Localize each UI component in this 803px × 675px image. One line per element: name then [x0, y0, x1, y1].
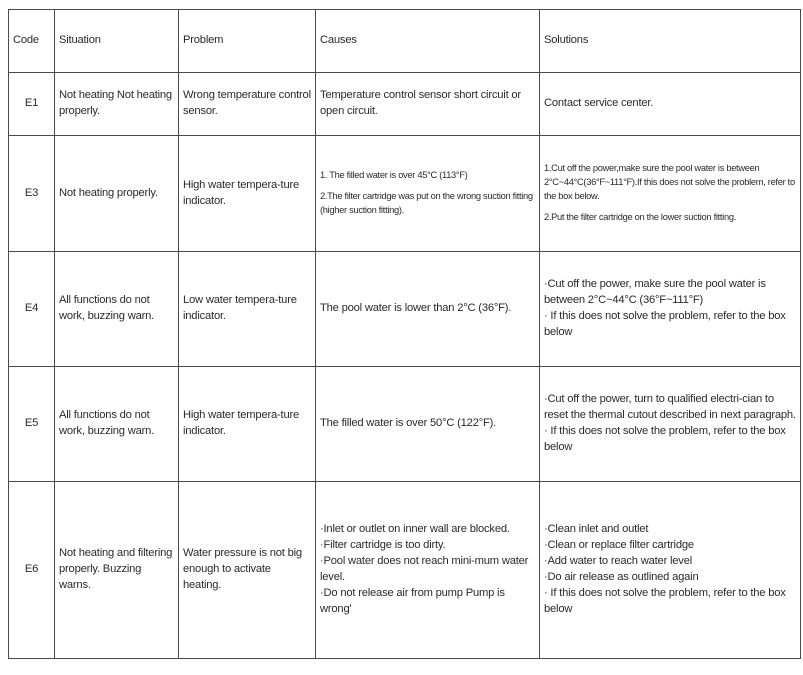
- table-header-row: [9, 10, 801, 73]
- cause-text: ·Inlet or outlet on inner wall are blocked.: [320, 523, 510, 536]
- situation-cell: Not heating and filtering properly. Buzzing warns.: [55, 482, 179, 659]
- problem-cell: Water pressure is not big enough to activate heating.: [179, 482, 316, 659]
- error-code: E3: [9, 136, 55, 252]
- table-row: [9, 482, 801, 659]
- error-code-table-container: [8, 9, 800, 659]
- error-code: E4: [9, 252, 55, 367]
- cause-text: 2.The filter cartridge was put on the wrong suction fitting (higher suction fitting).: [320, 191, 533, 215]
- solution-text: ·Clean inlet and outlet: [544, 523, 649, 536]
- cause-text: 1. The filled water is over 45°C (113°F): [320, 170, 468, 181]
- causes-cell: [316, 482, 540, 659]
- solution-text: ·Cut off the power, make sure the pool water is between 2°C~44°C (36°F~111°F): [544, 278, 766, 307]
- solution-text: 1.Cut off the power,make sure the pool water is between 2°C~44°C(36°F~111°F).If this does not solve the problem, refer to the box below.: [544, 163, 795, 201]
- problem-cell: Low water tempera-ture indicator.: [179, 252, 316, 367]
- header-code: Code: [9, 10, 55, 73]
- situation-cell: All functions do not work, buzzing warn.: [55, 367, 179, 482]
- situation-cell: All functions do not work, buzzing warn.: [55, 252, 179, 367]
- solution-text: · If this does not solve the problem, refer to the box below: [544, 425, 786, 453]
- problem-cell: High water tempera-ture indicator.: [179, 136, 316, 252]
- situation-cell: Not heating properly.: [55, 136, 179, 252]
- solutions-cell: [540, 482, 801, 659]
- error-code: E5: [9, 367, 55, 482]
- solution-text: 2.Put the filter cartridge on the lower suction fitting.: [544, 211, 736, 222]
- cause-text: ·Pool water does not reach mini-mum water level.: [320, 555, 529, 583]
- solutions-cell: [540, 73, 801, 136]
- solutions-cell: [540, 367, 801, 482]
- causes-cell: [316, 252, 540, 367]
- solutions-cell: [540, 252, 801, 367]
- table-row: [9, 136, 801, 252]
- solution-text: ·Clean or replace filter cartridge: [544, 539, 694, 552]
- cause-text: The pool water is lower than 2°C (36°F).: [320, 302, 512, 315]
- header-solutions: Solutions: [540, 10, 801, 73]
- solution-text: ·Do air release as outlined again: [544, 571, 699, 583]
- solution-text: ·Cut off the power, turn to qualified electri-cian to reset the thermal cutout described in next paragraph.: [544, 393, 796, 422]
- cause-text: ·Filter cartridge is too dirty.: [320, 539, 446, 552]
- causes-cell: [316, 136, 540, 252]
- solution-text: ·Add water to reach water level: [544, 555, 693, 568]
- causes-cell: [316, 73, 540, 136]
- problem-cell: Wrong temperature control sensor.: [179, 73, 316, 136]
- table-row: [9, 367, 801, 482]
- cause-text: Temperature control sensor short circuit or open circuit.: [320, 89, 521, 117]
- solution-text: · If this does not solve the problem, refer to the box below: [544, 310, 786, 338]
- error-code: E1: [9, 73, 55, 136]
- header-situation: Situation: [55, 10, 179, 73]
- cause-text: ·Do not release air from pump Pump is wrong': [320, 586, 505, 615]
- solution-text: · If this does not solve the problem, refer to the box below: [544, 586, 786, 615]
- causes-cell: [316, 367, 540, 482]
- header-causes: Causes: [316, 10, 540, 73]
- problem-cell: High water tempera-ture indicator.: [179, 367, 316, 482]
- solution-text: Contact service center.: [544, 97, 654, 110]
- table-row: [9, 73, 801, 136]
- header-problem: Problem: [179, 10, 316, 73]
- table-row: [9, 252, 801, 367]
- cause-text: The filled water is over 50°C (122°F).: [320, 417, 497, 430]
- error-code-table: [8, 9, 801, 659]
- solutions-cell: [540, 136, 801, 252]
- error-code: E6: [9, 482, 55, 659]
- situation-cell: Not heating Not heating properly.: [55, 73, 179, 136]
